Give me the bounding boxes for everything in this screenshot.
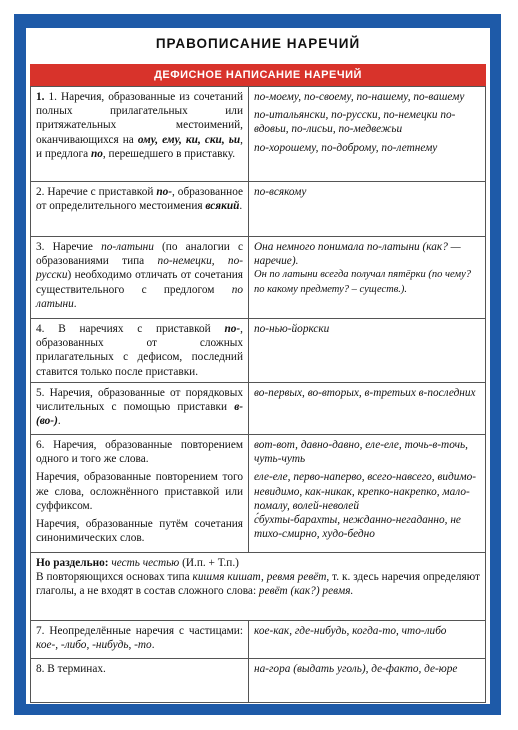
table-row bbox=[31, 659, 486, 703]
rule-6: 6. Наречия, образованные повторением одного и того же слова. Наречия, образованные повторением того же слова, осложнённого приставкой или суффиксом. Наречия, образованные путём сочетания синонимических слов. bbox=[31, 435, 249, 553]
rules-table bbox=[30, 86, 486, 703]
example-5: во-первых, во-вторых, в-третьих в-последних bbox=[249, 383, 486, 435]
example-1: по-моему, по-своему, по-нашему, по-вашему по-итальянски, по-русски, по-немецки по-вдовьи, по-лисьи, по-медвежьи по-хорошему, по-доброму, по-летнему bbox=[249, 87, 486, 182]
table-row bbox=[31, 87, 486, 182]
rule-2: 2. Наречие с приставкой по-, образованное от определительного местоимения всякий. bbox=[31, 182, 249, 237]
rule-1: 1. 1. Наречия, образованные из сочетаний полных прилагательных или притяжательных местоимений, оканчивающихся на ому, ему, ки, ски, ьи, и предлога по, перешедшего в приставку. bbox=[31, 87, 249, 182]
rule-3: 3. Наречие по-латыни (по аналогии с образованиями типа по-немецки, по-русски) необходимо отличать от сочетания существительного с предлогом по латыни. bbox=[31, 237, 249, 319]
rule-8: 8. В терминах. bbox=[31, 659, 249, 703]
rules-card bbox=[26, 28, 490, 704]
table-row bbox=[31, 435, 486, 553]
rule-4: 4. В наречиях с приставкой по-, образованных от сложных прилагательных с дефисом, последний ставится только после приставки. bbox=[31, 319, 249, 383]
table-row bbox=[31, 621, 486, 659]
rule-7: 7. Неопределённые наречия с частицами: кое-, -либо, -нибудь, -то. bbox=[31, 621, 249, 659]
table-row bbox=[31, 237, 486, 319]
rule-5: 5. Наречия, образованные от порядковых числительных с помощью приставки в- (во-). bbox=[31, 383, 249, 435]
table-row bbox=[31, 319, 486, 383]
page-title: ПРАВОПИСАНИЕ НАРЕЧИЙ bbox=[155, 36, 361, 51]
separate-writing-note: Но раздельно: честь честью (И.п. + Т.п.) В повторяющихся основах типа кишмя кишат, ревмя ревёт, т. к. здесь наречия определяют глаголы, а не входят в состав сложного слова: ревёт (как?) ревмя. bbox=[31, 553, 486, 621]
section-banner: ДЕФИСНОЕ НАПИСАНИЕ НАРЕЧИЙ bbox=[30, 64, 486, 86]
example-2: по-всякому bbox=[249, 182, 486, 237]
example-4: по-нью-йоркски bbox=[249, 319, 486, 383]
example-7: кое-как, где-нибудь, когда-то, что-либо bbox=[249, 621, 486, 659]
example-8: на-гора (выдать уголь), де-факто, де-юре bbox=[249, 659, 486, 703]
table-row bbox=[31, 182, 486, 237]
example-6: вот-вот, давно-давно, еле-еле, точь-в-точь, чуть-чуть еле-еле, перво-наперво, всего-навсего, видимо-невидимо, как-никак, крепко-накрепко, мало-помалу, волей-неволей с́бухты-барахты, нежданно-негаданно, не тихо-смирно, худо-бедно bbox=[249, 435, 486, 553]
table-row bbox=[31, 553, 486, 621]
example-3: Она немного понимала по-латыни (как? — наречие). Он по латыни всегда получал пятёрки (по чему? по какому предмету? – существ.). bbox=[249, 237, 486, 319]
table-row bbox=[31, 383, 486, 435]
